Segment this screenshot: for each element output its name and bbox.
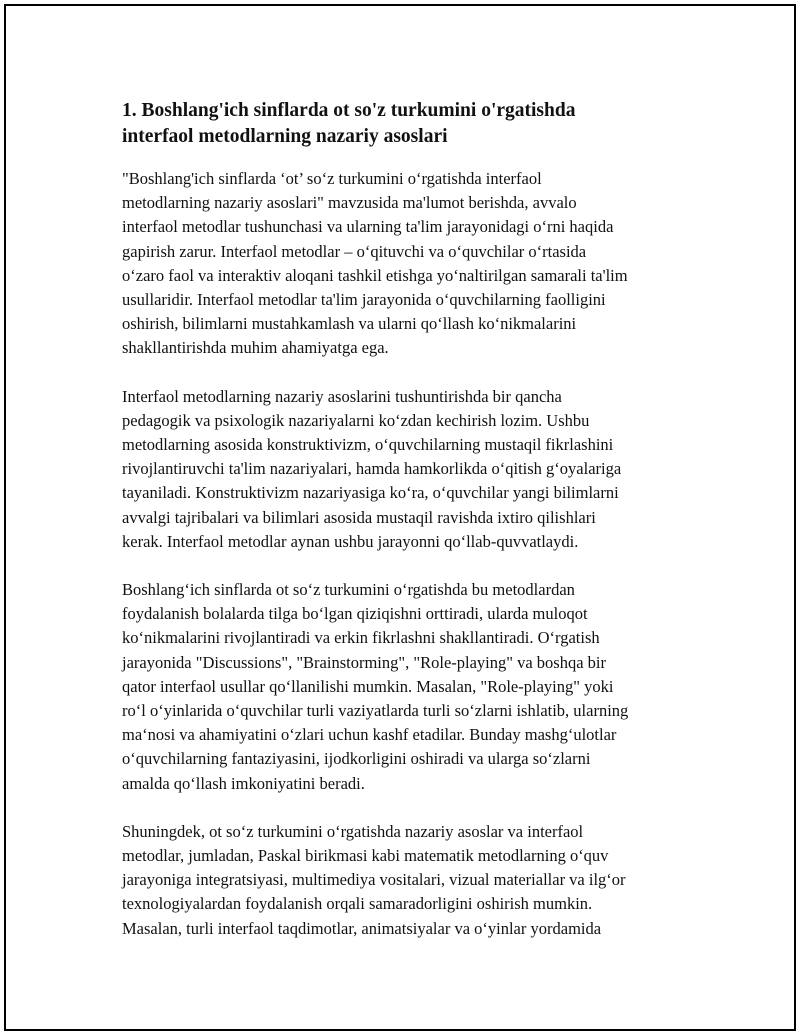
text-line: ro‘l o‘yinlarida o‘quvchilar turli vaziyatlarda turli so‘zlarni ishlatib, ularning: [122, 701, 629, 721]
text-line: pedagogik va psixologik nazariyalarni ko‘zdan kechirish lozim. Ushbu: [122, 410, 590, 430]
text-line: Shuningdek, ot so‘z turkumini o‘rgatishda nazariy asoslar va interfaol: [122, 821, 584, 841]
text-line: jarayoniga integratsiyasi, multimediya vositalari, vizual materiallar va ilg‘or: [122, 870, 626, 890]
text-line: ma‘nosi va ahamiyatini o‘zlari uchun kashf etadilar. Bunday mashg‘ulotlar: [122, 725, 617, 745]
text-line: Boshlang‘ich sinflarda ot so‘z turkumini o‘rgatishda bu metodlardan: [122, 580, 575, 600]
text-line: metodlarning nazariy asoslari" mavzusida ma'lumot berishda, avvalo: [122, 193, 577, 213]
text-line: foydalanish bolalarda tilga bo‘lgan qiziqishni orttiradi, ularda muloqot: [122, 604, 588, 624]
page-frame: [4, 4, 796, 1031]
page-title: [122, 98, 692, 150]
text-line: usullaridir. Interfaol metodlar ta'lim jarayonida o‘quvchilarning faolligini: [122, 290, 606, 310]
text-line: avvalgi tajribalari va bilimlari asosida mustaqil ravishda ixtiro qilishlari: [122, 507, 596, 527]
title-line: interfaol metodlarning nazariy asoslari: [122, 126, 448, 147]
paragraph-1: [122, 167, 692, 361]
text-line: shakllantirishda muhim ahamiyatga ega.: [122, 338, 389, 358]
text-line: qator interfaol usullar qo‘llanilishi mumkin. Masalan, "Role-playing" yoki: [122, 676, 614, 696]
text-line: o‘quvchilarning fantaziyasini, ijodkorligini oshiradi va ularga so‘zlarni: [122, 749, 591, 769]
text-line: jarayonida "Discussions", "Brainstorming", "Role-playing" va boshqa bir: [122, 652, 607, 672]
paragraph-2: [122, 385, 692, 554]
document-body: [122, 98, 692, 965]
text-line: texnologiyalardan foydalanish orqali samaradorligini oshirish mumkin.: [122, 894, 593, 914]
text-line: tayaniladi. Konstruktivizm nazariyasiga ko‘ra, o‘quvchilar yangi bilimlarni: [122, 483, 619, 503]
text-line: metodlar, jumladan, Paskal birikmasi kabi matematik metodlarning o‘quv: [122, 846, 609, 866]
text-line: kerak. Interfaol metodlar aynan ushbu jarayonni qo‘llab-quvvatlaydi.: [122, 531, 579, 551]
text-line: o‘zaro faol va interaktiv aloqani tashkil etishga yo‘naltirilgan samarali ta'lim: [122, 265, 628, 285]
text-line: metodlarning asosida konstruktivizm, o‘quvchilarning mustaqil fikrlashini: [122, 435, 614, 455]
text-line: gapirish zarur. Interfaol metodlar – o‘qituvchi va o‘quvchilar o‘rtasida: [122, 241, 587, 261]
title-line: 1. Boshlang'ich sinflarda ot so'z turkumini o'rgatishda: [122, 100, 576, 121]
text-line: Interfaol metodlarning nazariy asoslarini tushuntirishda bir qancha: [122, 386, 562, 406]
text-line: ko‘nikmalarini rivojlantiradi va erkin fikrlashni shakllantiradi. O‘rgatish: [122, 628, 600, 648]
text-line: Masalan, turli interfaol taqdimotlar, animatsiyalar va o‘yinlar yordamida: [122, 918, 602, 938]
paragraph-4: [122, 820, 692, 941]
paragraph-3: [122, 578, 692, 796]
text-line: interfaol metodlar tushunchasi va ularning ta'lim jarayonidagi o‘rni haqida: [122, 217, 614, 237]
text-line: rivojlantiruvchi ta'lim nazariyalari, hamda hamkorlikda o‘qitish g‘oyalariga: [122, 459, 622, 479]
text-line: amalda qo‘llash imkoniyatini beradi.: [122, 773, 365, 793]
text-line: "Boshlang'ich sinflarda ‘ot’ so‘z turkumini o‘rgatishda interfaol: [122, 169, 542, 188]
text-line: oshirish, bilimlarni mustahkamlash va ularni qo‘llash ko‘nikmalarini: [122, 314, 577, 334]
